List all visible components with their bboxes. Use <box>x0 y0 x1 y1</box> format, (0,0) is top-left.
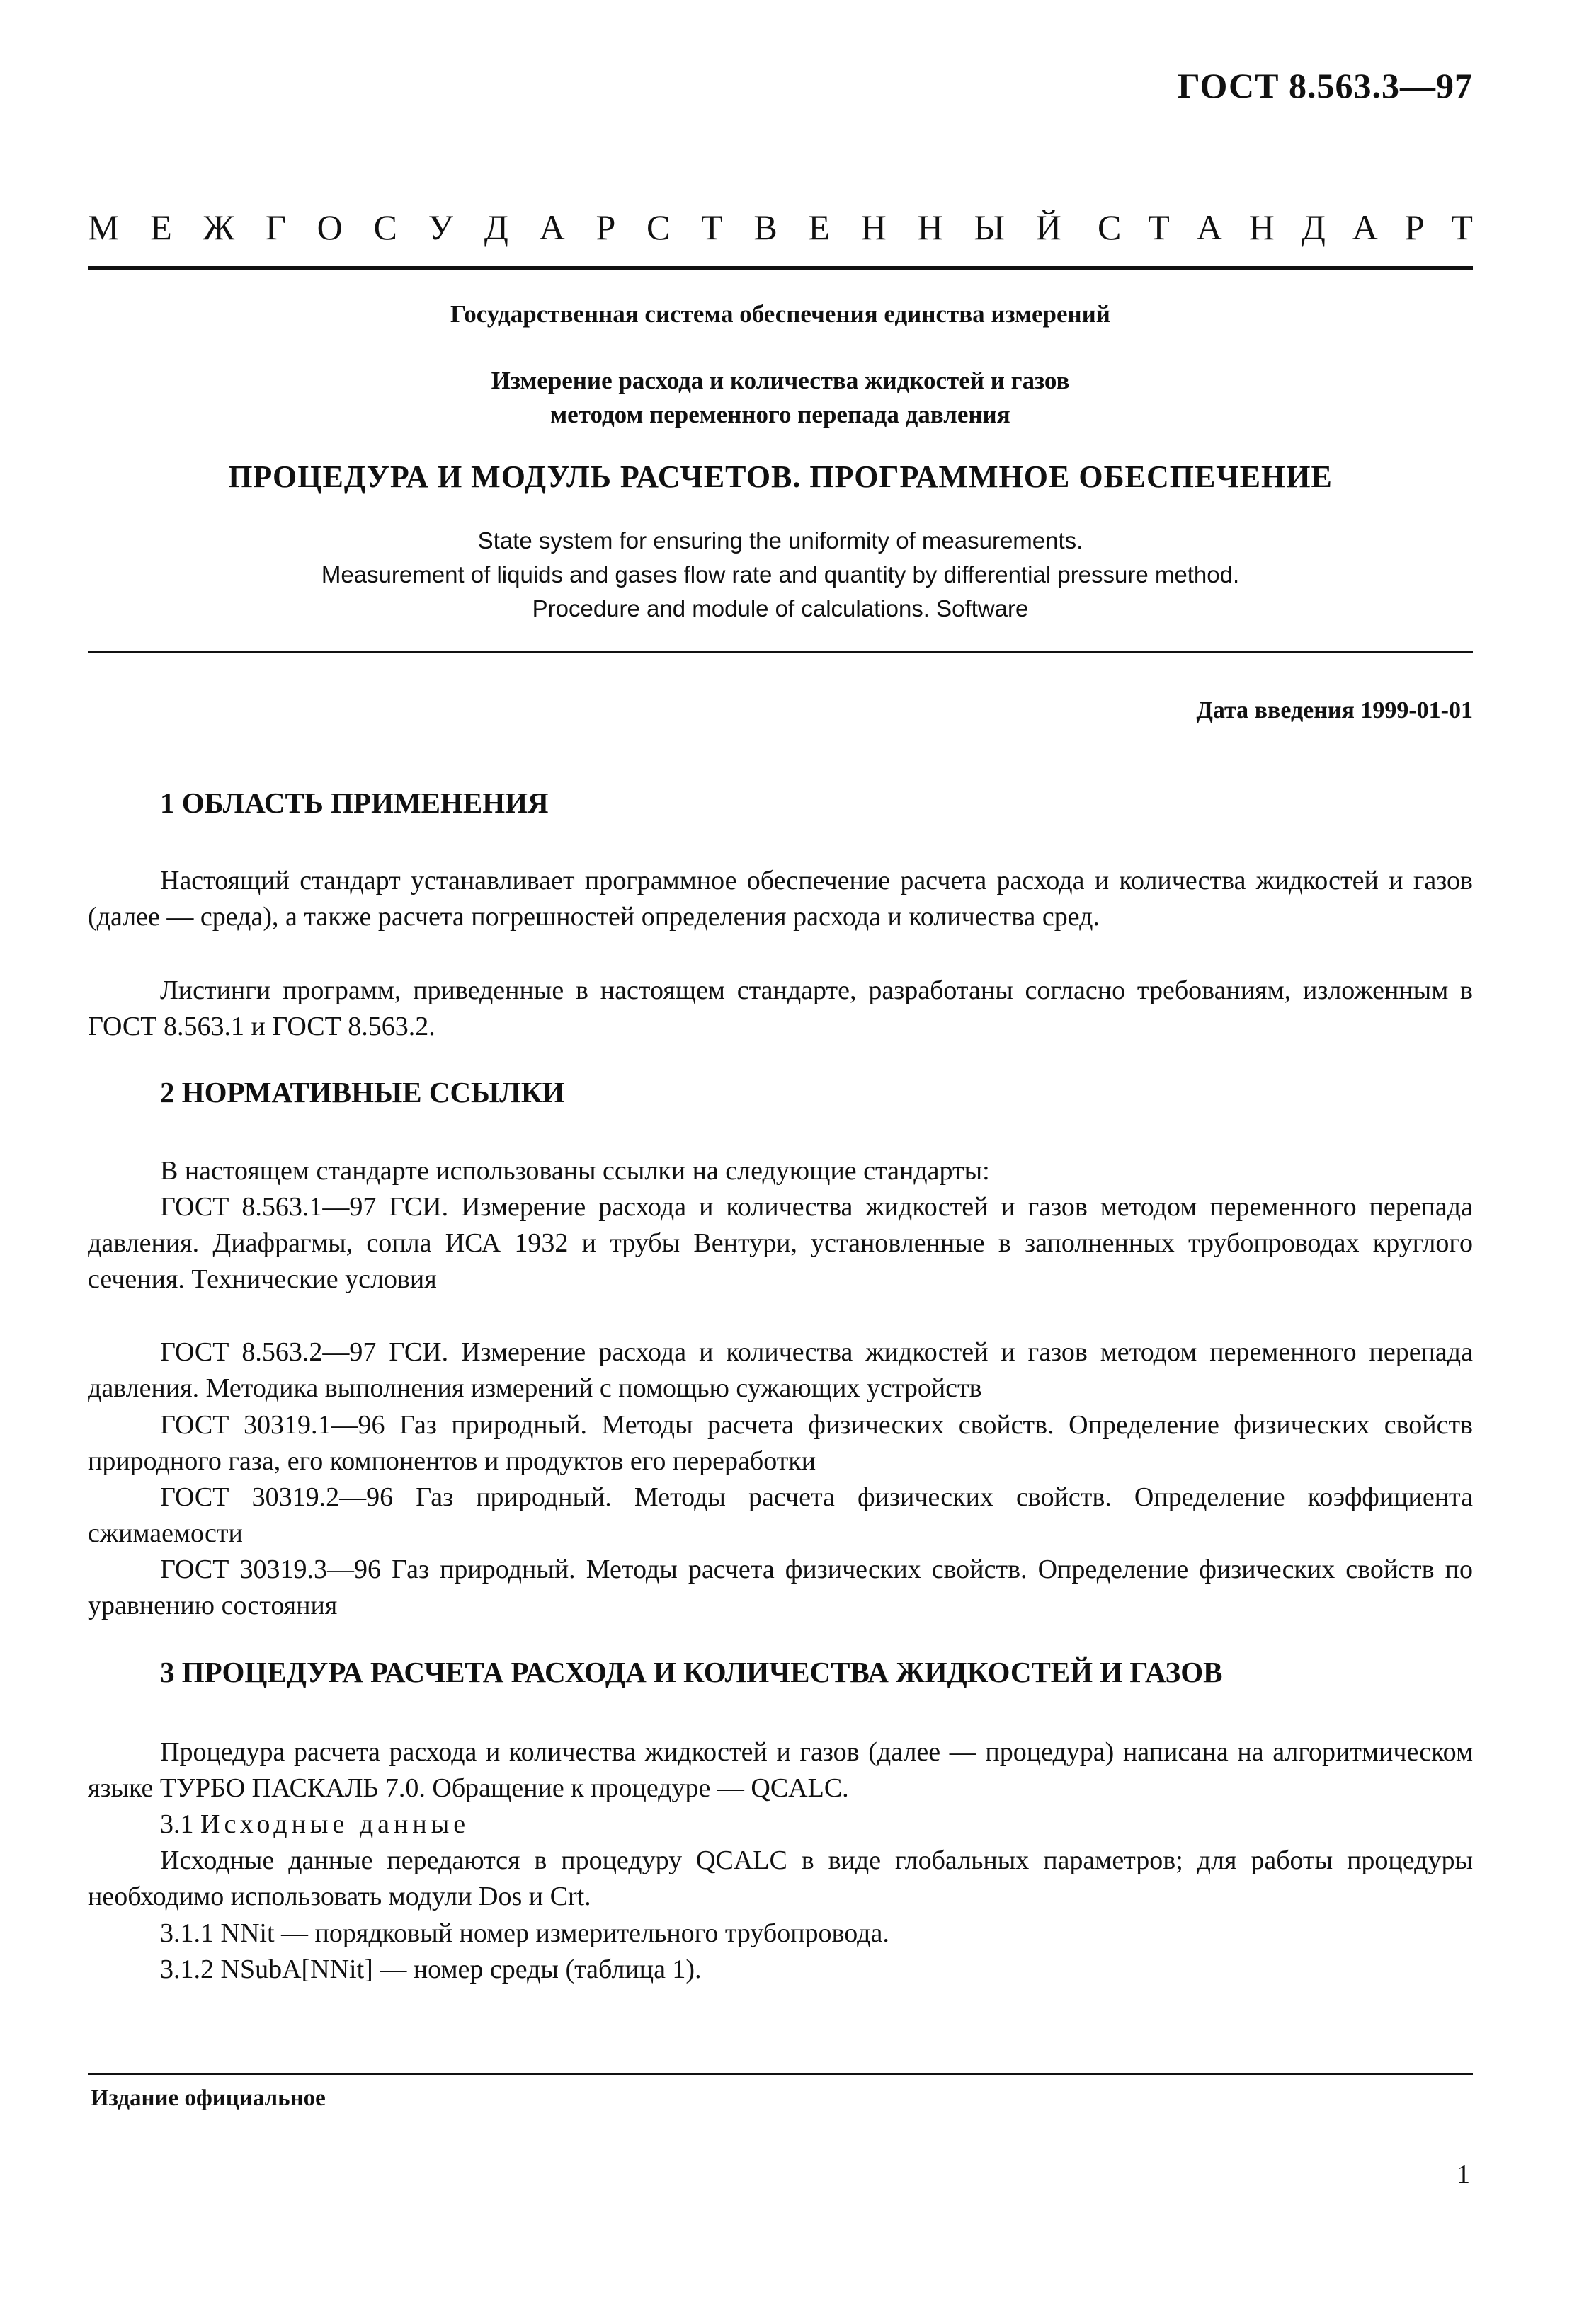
footer-divider <box>88 2073 1473 2075</box>
section-2-heading: 2 НОРМАТИВНЫЕ ССЫЛКИ <box>160 1076 565 1109</box>
introduction-date: Дата введения 1999-01-01 <box>1196 697 1473 723</box>
english-title <box>88 524 1473 626</box>
item-3-1-1: 3.1.1 NNit — порядковый номер измерительного трубопровода. <box>160 1918 889 1948</box>
reference-gost-30319-2: ГОСТ 30319.2—96 Газ природный. Методы расчета физических свойств. Определение коэффициента сжимаемости <box>88 1482 1473 1548</box>
subsection-title: Исходные данные <box>200 1809 470 1839</box>
standard-word: С Т А Н Д А Р Т <box>1098 207 1473 247</box>
main-title: ПРОЦЕДУРА И МОДУЛЬ РАСЧЕТОВ. ПРОГРАММНОЕ ОБЕСПЕЧЕНИЕ <box>228 459 1333 494</box>
interstate-standard-banner <box>88 207 1473 248</box>
title-divider <box>88 651 1473 653</box>
interstate-word: М Е Ж Г О С У Д А Р С Т В Е Н Н Ы Й <box>88 207 1061 247</box>
section-3-heading: 3 ПРОЦЕДУРА РАСЧЕТА РАСХОДА И КОЛИЧЕСТВА ЖИДКОСТЕЙ И ГАЗОВ <box>160 1656 1223 1688</box>
reference-gost-30319-1: ГОСТ 30319.1—96 Газ природный. Методы расчета физических свойств. Определение физических свойств природного газа, его компонентов и продуктов его переработки <box>88 1410 1473 1476</box>
official-edition-note: Издание официальное <box>91 2085 326 2111</box>
standard-number: ГОСТ 8.563.3—97 <box>1177 66 1473 105</box>
subtitle-line-1: Измерение расхода и количества жидкостей и газов <box>491 367 1070 394</box>
section-2-paragraph-1: В настоящем стандарте использованы ссылки на следующие стандарты: <box>160 1156 990 1186</box>
section-3-paragraph-2: Исходные данные передаются в процедуру QCALC в виде глобальных параметров; для работы процедуры необходимо использовать модули Dos и Crt. <box>88 1845 1473 1911</box>
english-title-line-3: Procedure and module of calculations. Software <box>532 595 1029 622</box>
item-3-1-2: 3.1.2 NSubA[NNit] — номер среды (таблица 1). <box>160 1954 702 1984</box>
subtitle <box>88 364 1473 432</box>
section-1-paragraph-2: Листинги программ, приведенные в настоящем стандарте, разработаны согласно требованиям, изложенным в ГОСТ 8.563.1 и ГОСТ 8.563.2. <box>88 975 1473 1041</box>
subsection-3-1-heading <box>88 1807 1473 1843</box>
reference-gost-30319-3: ГОСТ 30319.3—96 Газ природный. Методы расчета физических свойств. Определение физических свойств по уравнению состояния <box>88 1555 1473 1620</box>
english-title-line-1: State system for ensuring the uniformity of measurements. <box>477 527 1083 554</box>
section-3-paragraph-1: Процедура расчета расхода и количества жидкостей и газов (далее — процедура) написана на алгоритмическом языке ТУРБО ПАСКАЛЬ 7.0. Обращение к процедуре — QCALC. <box>88 1737 1473 1803</box>
subsection-number: 3.1 <box>160 1809 194 1839</box>
header-divider <box>88 266 1473 270</box>
series-title: Государственная система обеспечения единства измерений <box>450 300 1110 328</box>
section-1-paragraph-1: Настоящий стандарт устанавливает программное обеспечение расчета расхода и количества жидкостей и газов (далее — среда), а также расчета погрешностей определения расхода и количества сред. <box>88 866 1473 932</box>
subtitle-line-2: методом переменного перепада давления <box>550 401 1010 428</box>
english-title-line-2: Measurement of liquids and gases flow rate and quantity by differential pressure method. <box>321 561 1240 588</box>
reference-gost-8-563-2: ГОСТ 8.563.2—97 ГСИ. Измерение расхода и количества жидкостей и газов методом переменного перепада давления. Методика выполнения измерений с помощью сужающих устройств <box>88 1337 1473 1403</box>
section-1-heading: 1 ОБЛАСТЬ ПРИМЕНЕНИЯ <box>160 786 549 819</box>
reference-gost-8-563-1: ГОСТ 8.563.1—97 ГСИ. Измерение расхода и количества жидкостей и газов методом переменного перепада давления. Диафрагмы, сопла ИСА 1932 и трубы Вентури, установленные в заполненных трубопроводах круглого сечения. Технические условия <box>88 1192 1473 1294</box>
page-number: 1 <box>1457 2160 1470 2190</box>
